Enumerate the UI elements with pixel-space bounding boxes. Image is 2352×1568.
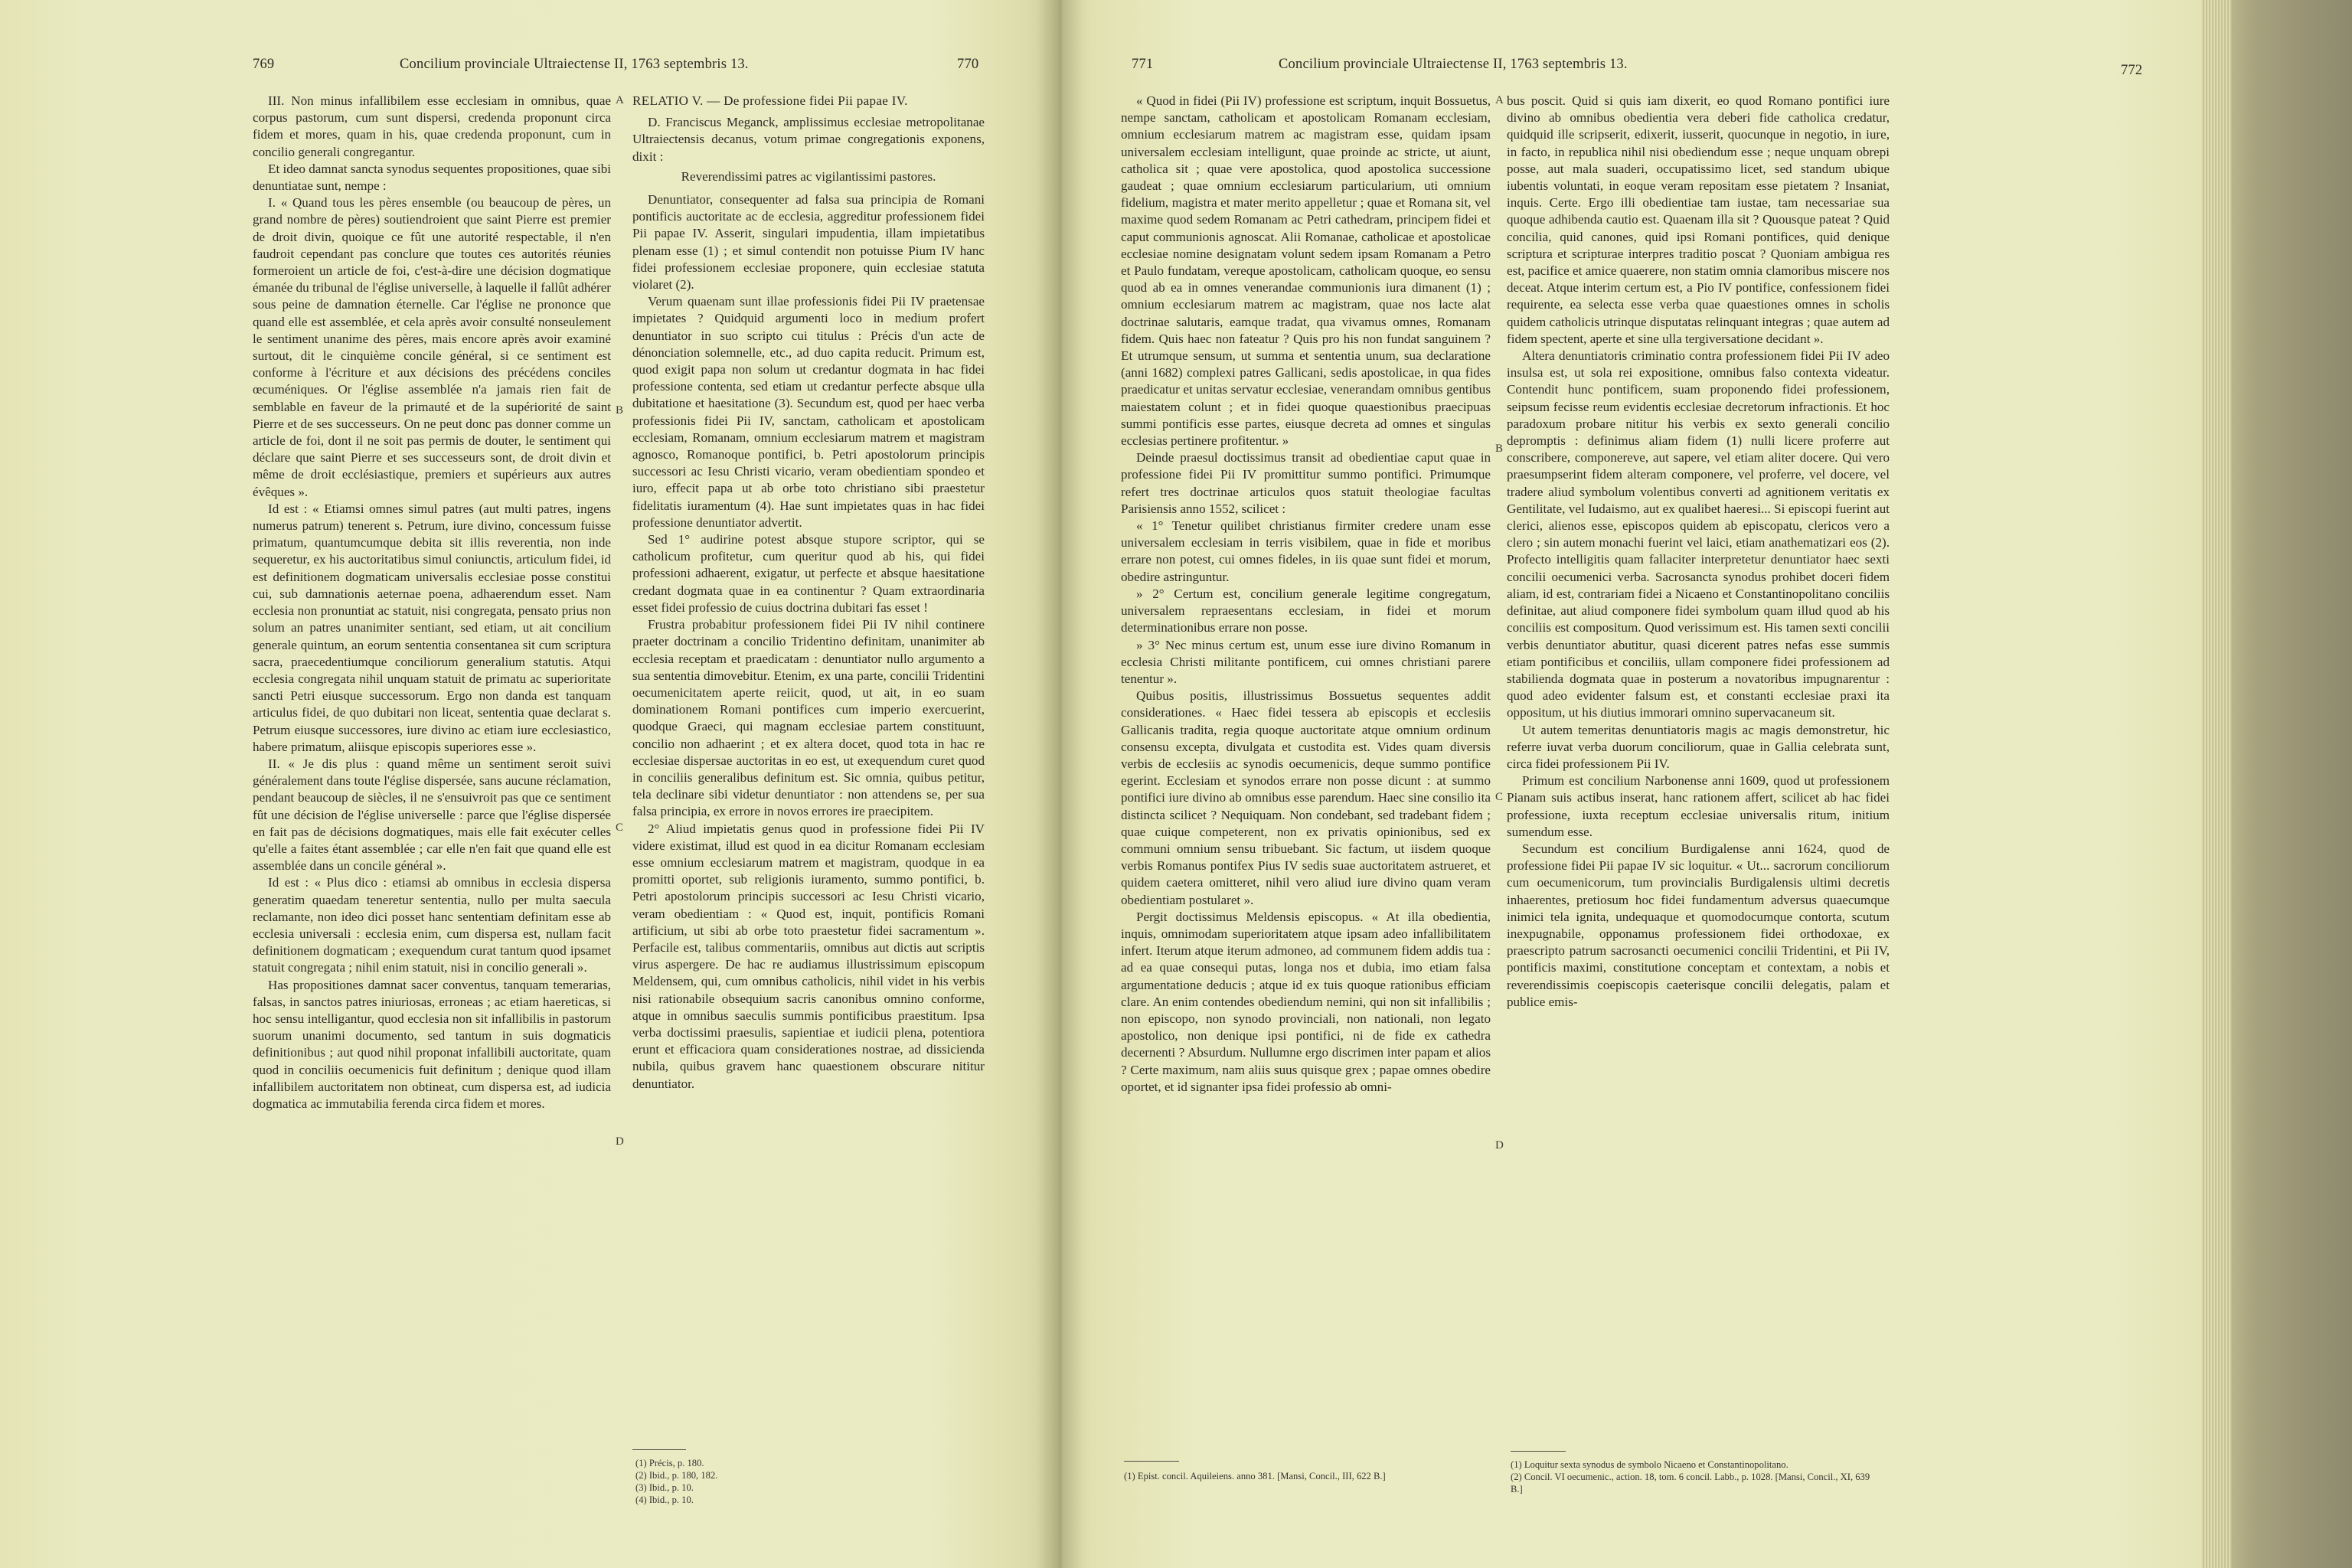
paragraph: Deinde praesul doctissimus transit ad obedientiae caput quae in professione fidei Pii IV promittitur summo pontifici. Primumque refert tres doctrinae articulos quos statuit theologiae facultas Parisiensis anno 1552, scilicet : xyxy=(1121,450,1491,516)
relatio-heading: RELATIO V. — De professione fidei Pii papae IV. xyxy=(632,93,908,108)
right-page-column-2 xyxy=(1507,93,1890,1011)
paragraph: Frustra probabitur professionem fidei Pii IV nihil continere praeter doctrinam a concilio Tridentino definitam, unanimiter ab ecclesia receptam et praedicatam : denuntiator nullo argumento a sua sententia dimovebitur. Etenim, ex una parte, concilii Tridentini oecumenicitatem aperte reiicit, quod, ut ait, in eo suam dominationem Romani pontifices cum imperio exercuerint, quodque Graeci, qui magnam ecclesiae partem constituunt, concilio non adhaerint ; et ex altera docet, quod tota in hac re ecclesiae dispersae auctoritas in eo est, ut exequendum curet quod in conciliis generalibus definitum est. Sic omnia, quibus petitur, tela declinare sibi videtur denuntiator : non attendens se, per sua falsa principia, ex errore in novos errores ire praecipitem. xyxy=(632,617,985,819)
paragraph: Denuntiator, consequenter ad falsa sua principia de Romani pontificis auctoritate ac de ecclesia, aggreditur professionem fidei Pii papae IV. Asserit, singulari impudentia, illam impietatibus plenam esse (1) ; et simul contendit non potuisse Pium IV hanc fidei professionem ecclesiae proponere, quin ecclesiae statuta violaret (2). xyxy=(632,192,985,292)
footnote-rule xyxy=(1124,1461,1179,1462)
right-running-head xyxy=(1059,57,2201,87)
paragraph: III. Non minus infallibilem esse ecclesiam in omnibus, quae corpus pastorum, cum sunt dispersi, credenda proponunt circa fidem et mores, quam in his, quae credenda proponunt, cum in concilio generali congregantur. xyxy=(253,93,611,159)
page-number-772: 772 xyxy=(2121,63,2143,78)
footnote: (2) Ibid., p. 180, 182. xyxy=(635,1470,718,1481)
margin-letter-d: D xyxy=(1495,1139,1504,1152)
salutation: Reverendissimi patres ac vigilantissimi pastores. xyxy=(681,168,936,184)
paragraph: Verum quaenam sunt illae professionis fidei Pii IV praetensae impietates ? Quidquid argumenti loco in medium profert denuntiator in suo scripto cui titulus : Précis d'un acte de dénonciation solemnelle, etc., ad duo capita reducit. Primum est, quod exigit papa non solum ut credantur dogmata in hac fidei professione contenta, sed etiam ut credantur perfecte absque ulla dubitatione et haesitatione (3). Secundum est, quod per haec verba professionis fidei Pii IV, sanctam, catholicam et apostolicam ecclesiam, Romanam, omnium ecclesiarum matrem et magistram agnosco, Romanoque pontifici, b. Petri apostolorum principis successori ac Iesu Christi vicario, veram obedientiam spondeo et iuro, effecit papa ut ab orbe toto christiano sibi praestetur fidelitatis iuramentum (4). Hae sunt impietates quas in hac fidei professione denuntiator advertit. xyxy=(632,294,985,530)
paragraph: » 3° Nec minus certum est, unum esse iure divino Romanum in ecclesia Christi militante pontificem, cui omnes christiani parere tenentur ». xyxy=(1121,637,1491,686)
paragraph: » 2° Certum est, concilium generale legitime congregatum, universalem repraesentans ecclesiam, in fidei et morum determinationibus errare non posse. xyxy=(1121,586,1491,635)
paragraph: Altera denuntiatoris criminatio contra professionem fidei Pii IV adeo insulsa est, ut sola rei expositione, omnibus falso contexta videatur. Contendit hunc pontificem, suam proponendo fidei professionem, seipsum fecisse reum evidentis ecclesiae decretorum infractionis. Et hoc paradoxum probare nititur his verbis ex sexto generali concilio depromptis : definimus aliam fidem (1) nulli licere proferre aut conscribere, componereve, aut sapere, vel etiam aliter docere. Qui vero praesumpserint fidem alteram componere, vel proferre, vel docere, vel tradere aliud symbolum volentibus converti ad agnitionem veritatis ex Gentilitate, vel Iudaismo, aut ex qualibet haeresi... Si episcopi fuerint aut clerici, alienos esse, episcopos quidem ab episcopatu, clericos vero a clero ; sin autem monachi fuerint vel laici, etiam anathematizari eos (2). Profecto intelligitis quam fallaciter interpretetur denuntiator haec sexti concilii oecumenici verba. Sacrosancta synodus prohibet doceri fidem aliam, id est, contrariam fidei a Nicaeno et Constantinopolitano conciliis definitae, aut aliud componere fidei symbolum quam illud quod ab his conciliis est compositum. Quod verissimum est. His tamen sexti concilii verbis denuntiator abutitur, quasi dicerent patres nefas esse summis etiam pontificibus et conciliis, ullam componere fidei professionem ad stabilienda dogmata quae in posterum a novatoribus impugnarentur : quod adeo evidenter falsum est, et constanti ecclesiae praxi ita oppositum, ut his diutius immorari omnino supervacaneum sit. xyxy=(1507,348,1890,720)
book-page-edges xyxy=(2201,0,2352,1568)
margin-letter-c: C xyxy=(1495,791,1504,803)
footnote: (4) Ibid., p. 10. xyxy=(635,1494,694,1505)
footnote: (1) Loquitur sexta synodus de symbolo Nicaeno et Constantinopolitano. xyxy=(1511,1459,1788,1470)
paragraph: Sed 1° audirine potest absque stupore scriptor, qui se catholicum profitetur, cum queritur quod ab his, qui fidei professioni adhaerent, exigatur, ut perfecte et absque haesitatione credant dogmata quae in ea continentur ? Quam extraordinaria esset fidei professio de cuius doctrina dubitari fas esset ! xyxy=(632,532,985,615)
running-head-title: Concilium provinciale Ultraiectense II, 1763 septembris 13. xyxy=(1279,57,1628,72)
right-page-column-1 xyxy=(1121,93,1491,1096)
footnote-rule xyxy=(632,1449,686,1450)
margin-letter-a: A xyxy=(616,94,624,106)
paragraph: Pergit doctissimus Meldensis episcopus. « At illa obedientia, inquis, omnimodam superioritatem atque ipsam adeo infallibilitatem infert. Iterum atque iterum admoneo, ad communem fidem addis tua : ad ea quae consequi putas, longa nos et dubia, imo etiam falsa argumentatione deducis ; atque id ex tuis quoque rationibus efficiam clare. An enim contendes obediendum nemini, qui non sit infallibilis ; non episcopo, non synodo provinciali, non nationali, non legato apostolico, non denique ipsi pontifici, ni de fide ex cathedra decernenti ? Absurdum. Nullumne ergo discrimen inter papam et alios ? Certe maximum, nam aliis suus quisque grex ; papae omnes obedire oportet, et id signanter ipsa fidei professio ab omni- xyxy=(1121,909,1491,1094)
left-page xyxy=(0,0,1059,1568)
footnote: (3) Ibid., p. 10. xyxy=(635,1482,694,1493)
paragraph: I. « Quand tous les pères ensemble (ou beaucoup de pères, un grand nombre de pères) soutiendroient que saint Pierre est premier de droit divin, quoique ce fût une autorité respectable, il n'en faudroit cependant pas conclure que toutes ces autorités réunies formeroient un article de foi, c'est-à-dire une décision dogmatique émanée du tribunal de l'église universelle, à laquelle il fallût adhérer sous peine de damnation éternelle. Car l'église ne prononce que quand elle est assemblée, et cela après avoir consulté nonseulement le sentiment unanime des pères, mais encore après avoir examiné surtout, dit le cinquième concile général, si ce sentiment est conforme à l'écriture et aux décisions des précédens conciles œcuméniques. Or l'église assemblée n'a jamais rien fait de semblable en faveur de la primauté et de la supériorité de saint Pierre et de ses successeurs. On ne peut donc pas donner comme un article de foi, dont il ne soit pas permis de douter, le sentiment qui déclare que saint Pierre et ses successeurs sont, de droit divin et même de droit ecclésiastique, premiers et supérieurs aux autres évêques ». xyxy=(253,195,611,499)
margin-letter-b: B xyxy=(1495,443,1504,455)
margin-letter-b: B xyxy=(616,404,624,416)
right-page-col1-footnote xyxy=(1124,1470,1484,1482)
paragraph: Primum est concilium Narbonense anni 1609, quod ut professionem Pianam suis actibus inserat, hanc rationem affert, scilicet ab hac fidei professione, iuxta receptum ecclesiae universalis ritum, initium sumendum esse. xyxy=(1507,773,1890,839)
paragraph: Quibus positis, illustrissimus Bossuetus sequentes addit considerationes. « Haec fidei tessera ab episcopis et ecclesiis Gallicanis tradita, regia quoque auctoritate atque omnium ordinum consensu excepta, divulgata et custodita est. Vides quam diversis verbis de ecclesiis ac synodis oecumenicis, deque summo pontifice egerint. Ecclesiam et synodos errare non posse dicunt : at summo pontifici iure divino ab omnibus esse parendum. Haec sine consilio ita distincta scilicet ? Nequiquam. Non condebant, sed tradebant fidem ; quae cuique competerent, non ex privatis opinionibus, sed ex communi omnium sensu tribuebant. Sic factum, ut iisdem quoque verbis Romanus pontifex Pius IV sedis suae auctoritatem astrueret, et quidem caetera omitteret, nihil vero aliud iure divino quam veram obedientiam postularet ». xyxy=(1121,688,1491,907)
right-page xyxy=(1059,0,2201,1568)
left-page-footnotes xyxy=(635,1457,942,1506)
footnote-rule xyxy=(1511,1451,1566,1452)
page-number-770: 770 xyxy=(957,57,979,72)
paragraph: Ut autem temeritas denuntiatoris magis ac magis demonstretur, hic referre iuvat verba duorum conciliorum, quae in Gallia celebrata sunt, circa fidei professionem Pii IV. xyxy=(1507,722,1890,771)
page-number-769: 769 xyxy=(253,57,275,72)
paragraph: bus poscit. Quid si quis iam dixerit, eo quod Romano pontifici iure divino ab omnibus obedientia vera deberi fide catholica credatur, quidquid ille scripserit, edixerit, iusserit, quocunque in negotio, in iure, in facto, in republica nihil nisi obediendum esse ; neque unquam obrepi posse, aut mala suaderi, occupatissimo licet, sed standum ubique iubentis voluntati, in eoque veram repositam esse pietatem ? Insaniat, inquis. Certe. Ergo illi obedientiae tam iustae, tam necessariae sua quoque adhibenda cautio est. Quaenam illa sit ? Quousque pateat ? Quid concilia, quid canones, quid ipsi Romani pontifices, quid denique scriptura et scripturae interpres traditio poscat ? Quoniam ambigua res est, pacifice et amice quaerere, non statim omnia clamoribus miscere nos deceat. Atque interim certum est, a Pio IV pontifice, confessionem fidei requirente, ea selecta esse verba quae quaestiones omnes in scholis quidem catholicis utrinque disputatas relinquant integras ; quae autem ad fidem spectent, aperte et sine ulla tergiversatione decidant ». xyxy=(1507,93,1890,346)
paragraph: Id est : « Plus dico : etiamsi ab omnibus in ecclesia dispersa generatim quaedam teneretur sententia, nullo per multa saecula reclamante, non ideo dici posset hanc sententiam definitam esse ab ecclesia universali : ecclesia enim, cum dispersa est, nullam facit definitionem dogmaticam ; exequendum curat tantum quod ipsamet statuit congregata ; nihil enim statuit, nisi in concilio generali ». xyxy=(253,875,611,975)
paragraph: Id est : « Etiamsi omnes simul patres (aut multi patres, ingens numerus patrum) tenerent s. Petrum, iure divino, concessum fuisse primatum, quantumcumque debita sit illis reverentia, non inde sequeretur, ex his auctoritatibus simul coniunctis, articulum fidei, id est definitionem dogmaticam universalis ecclesiae posse constitui cui, sub damnationis aeternae poena, adhaerendum esset. Nam ecclesia non pronuntiat ac statuit, nisi congregata, pensato prius non solum an patres unanimiter sentiant, sed etiam, ut ait concilium generale quintum, an eorum sententia consentanea sit cum scriptura sacra, praecedentiumque conciliorum generalium statutis. Atqui ecclesia congregata nihil unquam statuit de primatu ac superioritate sancti Petri eiusque successorum. Ergo non danda est tanquam articulus fidei, de quo dubitari non liceat, sententia quae declarat s. Petrum eiusque successores, iure divino ac etiam iure ecclesiastico, habere primatum, aliisque episcopis superiores esse ». xyxy=(253,501,611,754)
margin-letter-d: D xyxy=(616,1135,624,1148)
footnote: (1) Epist. concil. Aquileiens. anno 381. [Mansi, Concil., III, 622 B.] xyxy=(1124,1471,1386,1481)
left-page-column-1 xyxy=(253,93,611,1112)
paragraph: Has propositiones damnat sacer conventus, tanquam temerarias, falsas, in sanctos patres iniuriosas, erroneas ; ac etiam haereticas, si hoc sensu intelligantur, quod ecclesia non sit infallibilis in pastorum suorum unanimi documento, sed tantum in suis dogmaticis definitionibus ; aut quod nihil proponat infallibili auctoritate, quam quod in conciliis oecumenicis fuit definitum ; denique quod illam infallibilem auctoritatem non obtineat, cum dispersa est, ad iudicia dogmatica ac immutabilia ferenda circa fidem et mores. xyxy=(253,977,611,1111)
footnote: (1) Précis, p. 180. xyxy=(635,1458,704,1468)
paragraph: Et ideo damnat sancta synodus sequentes propositiones, quae sibi denuntiatae sunt, nempe : xyxy=(253,161,611,194)
right-page-col2-footnotes xyxy=(1511,1459,1870,1495)
margin-letter-a: A xyxy=(1495,94,1504,106)
left-running-head xyxy=(0,57,1059,87)
paragraph: « 1° Tenetur quilibet christianus firmiter credere unam esse universalem ecclesiam in terris visibilem, quae in fide et moribus errare non potest, cui omnes fideles, in iis quae sunt fidei et morum, obedire astringuntur. xyxy=(1121,518,1491,584)
paragraph: « Quod in fidei (Pii IV) professione est scriptum, inquit Bossuetus, nempe sanctam, catholicam et apostolicam Romanam ecclesiam, omnium ecclesiarum matrem ac magistram esse, quidam ipsam universalem ecclesiam intelligunt, quae proinde ac stricte, ut aiunt, catholica sit ; quae vere apostolica, quod apostolica successione gaudeat ; quae omnium ecclesiarum particularium, uti omnium fidelium, magistra et mater merito appelletur ; quae et Romana sit, vel maxime quod sedem Romanam ac Petri cathedram, principem fidei et caput communionis agnoscat. Alii Romanae, catholicae et apostolicae ecclesiae nomine designatam volunt sedem ipsam Romanam a Petro et Paulo fundatam, vereque apostolicam, catholicam quoque, eo sensu quod ab ea in omnes venerandae communionis iura dimanent (1) ; omnium ecclesiarum matrem ac magistram, quae nos lacte alat doctrinae salutaris, eamque tradat, qua vivamus omnes, Romanam fidem. Quis haec non fateatur ? Quis pro his non fundat sanguinem ? Et utrumque sensum, ut summa et sententia unum, sua declaratione (anni 1682) complexi patres Gallicani, sedis apostolicae, in qua fides praedicatur et unitas servatur ecclesiae, venerandam omnibus gentibus maiestatem colunt ; et in fidei quoque quaestionibus praecipuas summi pontificis esse partes, eiusque decreta ad omnes et singulas ecclesias pertinere profitentur. » xyxy=(1121,93,1491,449)
paragraph: 2° Aliud impietatis genus quod in professione fidei Pii IV videre existimat, illud est quod in ea dicitur Romanam ecclesiam esse omnium ecclesiarum matrem et magistram, quodque in ea promitti oportet, sub religionis iuramento, summo pontifici, b. Petri apostolorum principis successori ac Iesu Christi vicario, veram obedientiam : « Quod est, inquit, pontificis Romani artificium, ut sibi ab orbe toto praestetur fidei sacramentum ». Perfacile est, talibus commentariis, omnibus aut dictis aut scriptis virus aspergere. De hac re audiamus illustrissimum episcopum Meldensem, qui, cum omnibus catholicis, nihil videt in his verbis nisi rationabile obsequium sacris canonibus omnino conforme, atque in omnibus saeculis summis pontificibus praestitum. Ipsa verba doctissimi praesulis, sapientiae et iudicii plena, potentiora erunt et efficaciora quam considerationes nostrae, ad dissicienda nubila, quibus gravem hanc quaestionem obscurare nititur denuntiator. xyxy=(632,821,985,1091)
footnote: (2) Concil. VI oecumenic., action. 18, tom. 6 concil. Labb., p. 1028. [Mansi, Concil., XI, 639 B.] xyxy=(1511,1472,1870,1494)
left-page-column-2 xyxy=(632,93,985,1093)
margin-letter-c: C xyxy=(616,822,624,834)
page-number-771: 771 xyxy=(1132,57,1154,72)
running-head-title: Concilium provinciale Ultraiectense II, 1763 septembris 13. xyxy=(400,57,749,72)
paragraph: II. « Je dis plus : quand même un sentiment seroit suivi généralement dans toute l'église dispersée, sans aucune réclamation, pendant beaucoup de siècles, il ne s'ensuivroit pas que ce sentiment fût une décision de l'église universelle : parce que l'église dispersée en fait pas de décisions dogmatiques, mais elle fait exécuter celles qu'elle a faites étant assemblée ; car elle n'en fait que quand elle est assemblée dans un concile général ». xyxy=(253,756,611,874)
paragraph: Secundum est concilium Burdigalense anni 1624, quod de professione fidei Pii papae IV sic loquitur. « Ut... sacrorum conciliorum cum oecumenicorum, tum provincialis Burdigalensis ultimi decretis inhaerentes, pretiosum hoc fidei fundamentum adversus quaecumque inimici tela ignita, undequaque et quomodocumque contorta, scutum inexpugnabile, opponamus professionem fidei orthodoxae, ex praescripto patrum sacrosancti oecumenici concilii Tridentini, et Pii IV, pontificis maximi, constitutione conceptam et contextam, a nobis et reverendissimis coepiscopis caeterisque concilii delegatis, palam et publice emis- xyxy=(1507,841,1890,1009)
paragraph: D. Franciscus Meganck, amplissimus ecclesiae metropolitanae Ultraiectensis decanus, votum primae congregationis exponens, dixit : xyxy=(632,115,985,164)
